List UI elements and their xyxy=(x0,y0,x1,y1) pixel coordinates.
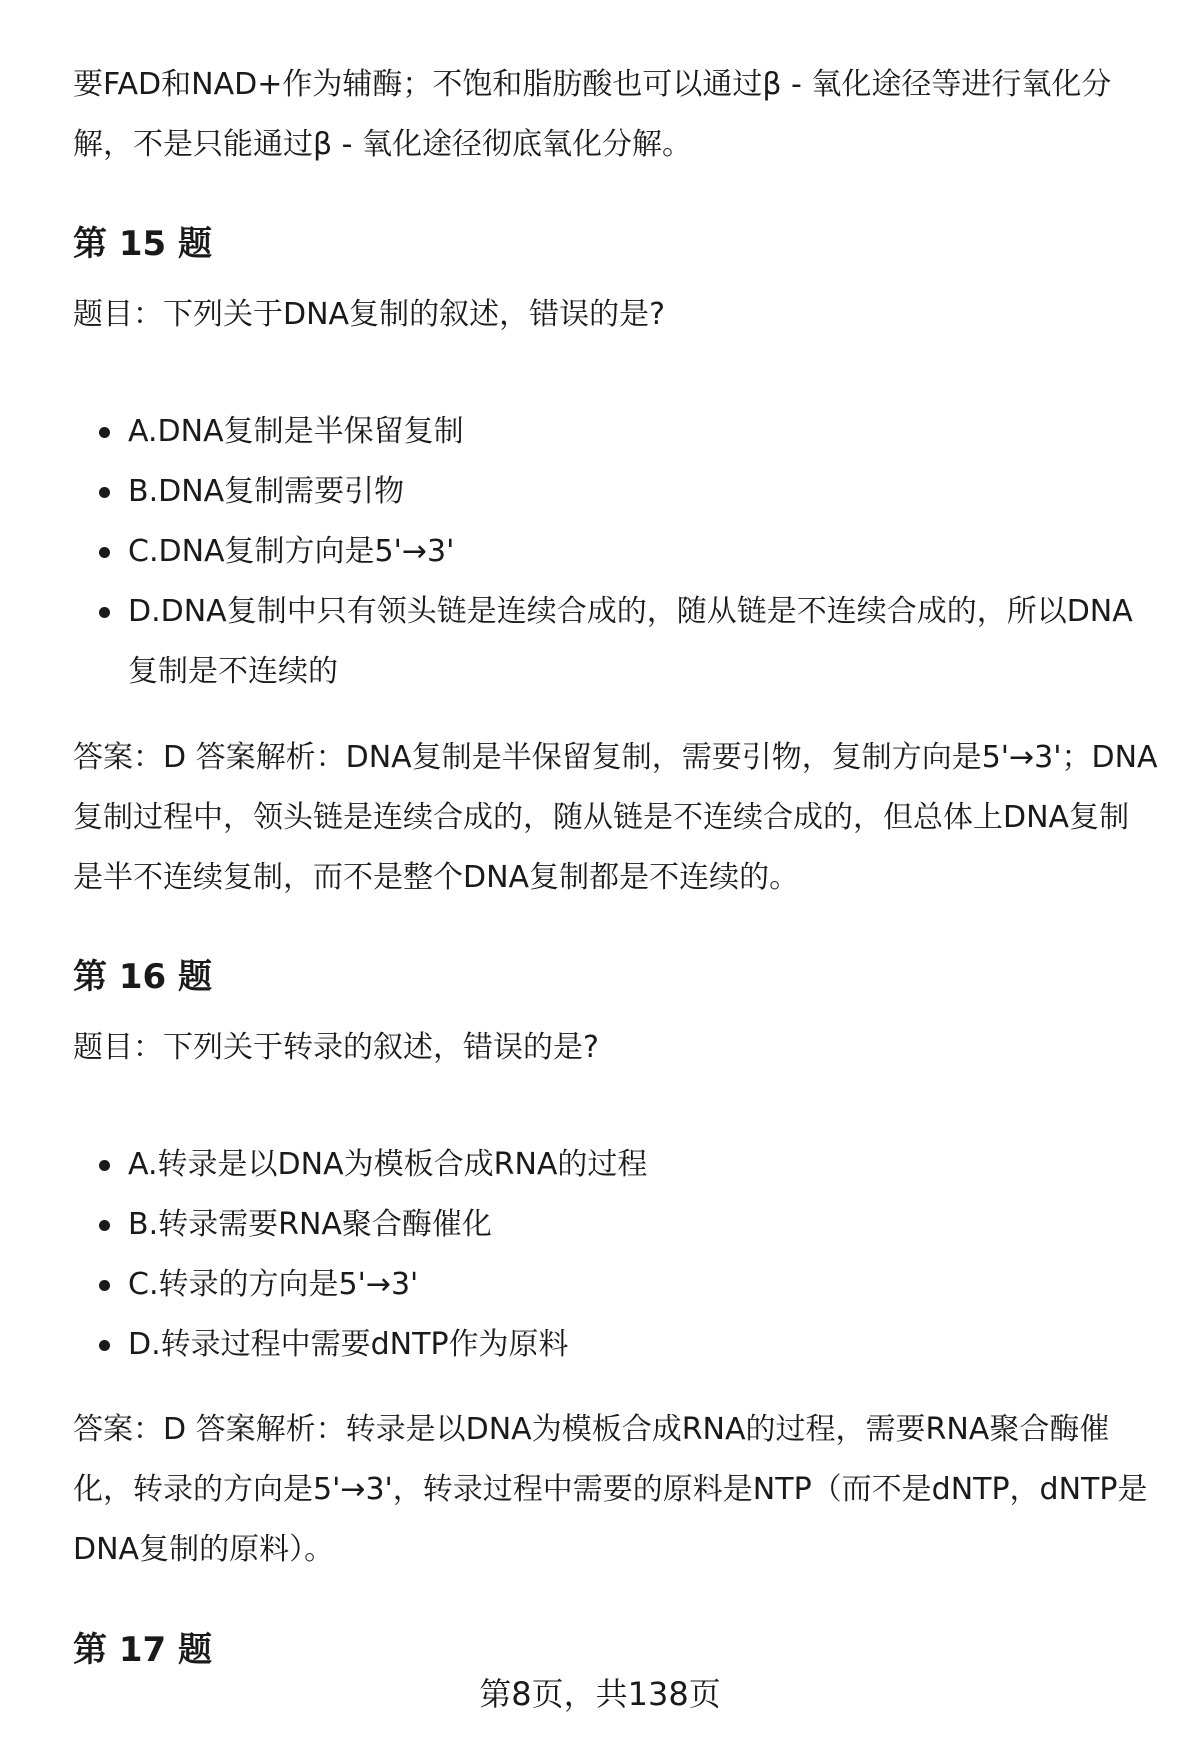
question-15-prompt: 题目：下列关于DNA复制的叙述，错误的是? xyxy=(73,297,665,332)
option-a: A.转录是以DNA为模板合成RNA的过程 xyxy=(73,1135,1158,1195)
question-16-prompt: 题目：下列关于转录的叙述，错误的是? xyxy=(73,1030,599,1065)
option-d: D.DNA复制中只有领头链是连续合成的，随从链是不连续合成的，所以DNA复制是不连续的 xyxy=(73,582,1158,702)
option-c: C.DNA复制方向是5'→3' xyxy=(73,522,1158,582)
question-15-options xyxy=(73,402,1158,702)
option-d: D.转录过程中需要dNTP作为原料 xyxy=(73,1315,1158,1375)
option-a: A.DNA复制是半保留复制 xyxy=(73,402,1158,462)
option-b: B.转录需要RNA聚合酶催化 xyxy=(73,1195,1158,1255)
question-15-answer: 答案：D 答案解析：DNA复制是半保留复制，需要引物，复制方向是5'→3'；DNA复制过程中，领头链是连续合成的，随从链是不连续合成的，但总体上DNA复制是半不连续复制，而不是整个DNA复制都是不连续的。 xyxy=(73,740,1158,895)
intro-paragraph: 要FAD和NAD+作为辅酶；不饱和脂肪酸也可以通过β - 氧化途径等进行氧化分解，不是只能通过β - 氧化途径彻底氧化分解。 xyxy=(73,67,1112,162)
question-17-heading: 第 17 题 xyxy=(73,1630,212,1670)
page-number-footer: 第8页，共138页 xyxy=(479,1675,721,1713)
question-16-heading: 第 16 题 xyxy=(73,957,212,997)
option-c: C.转录的方向是5'→3' xyxy=(73,1255,1158,1315)
question-16-options xyxy=(73,1135,1158,1375)
option-b: B.DNA复制需要引物 xyxy=(73,462,1158,522)
question-15-heading: 第 15 题 xyxy=(73,224,212,264)
question-16-answer: 答案：D 答案解析：转录是以DNA为模板合成RNA的过程，需要RNA聚合酶催化，转录的方向是5'→3'，转录过程中需要的原料是NTP（而不是dNTP，dNTP是DNA复制的原料）。 xyxy=(73,1412,1148,1567)
